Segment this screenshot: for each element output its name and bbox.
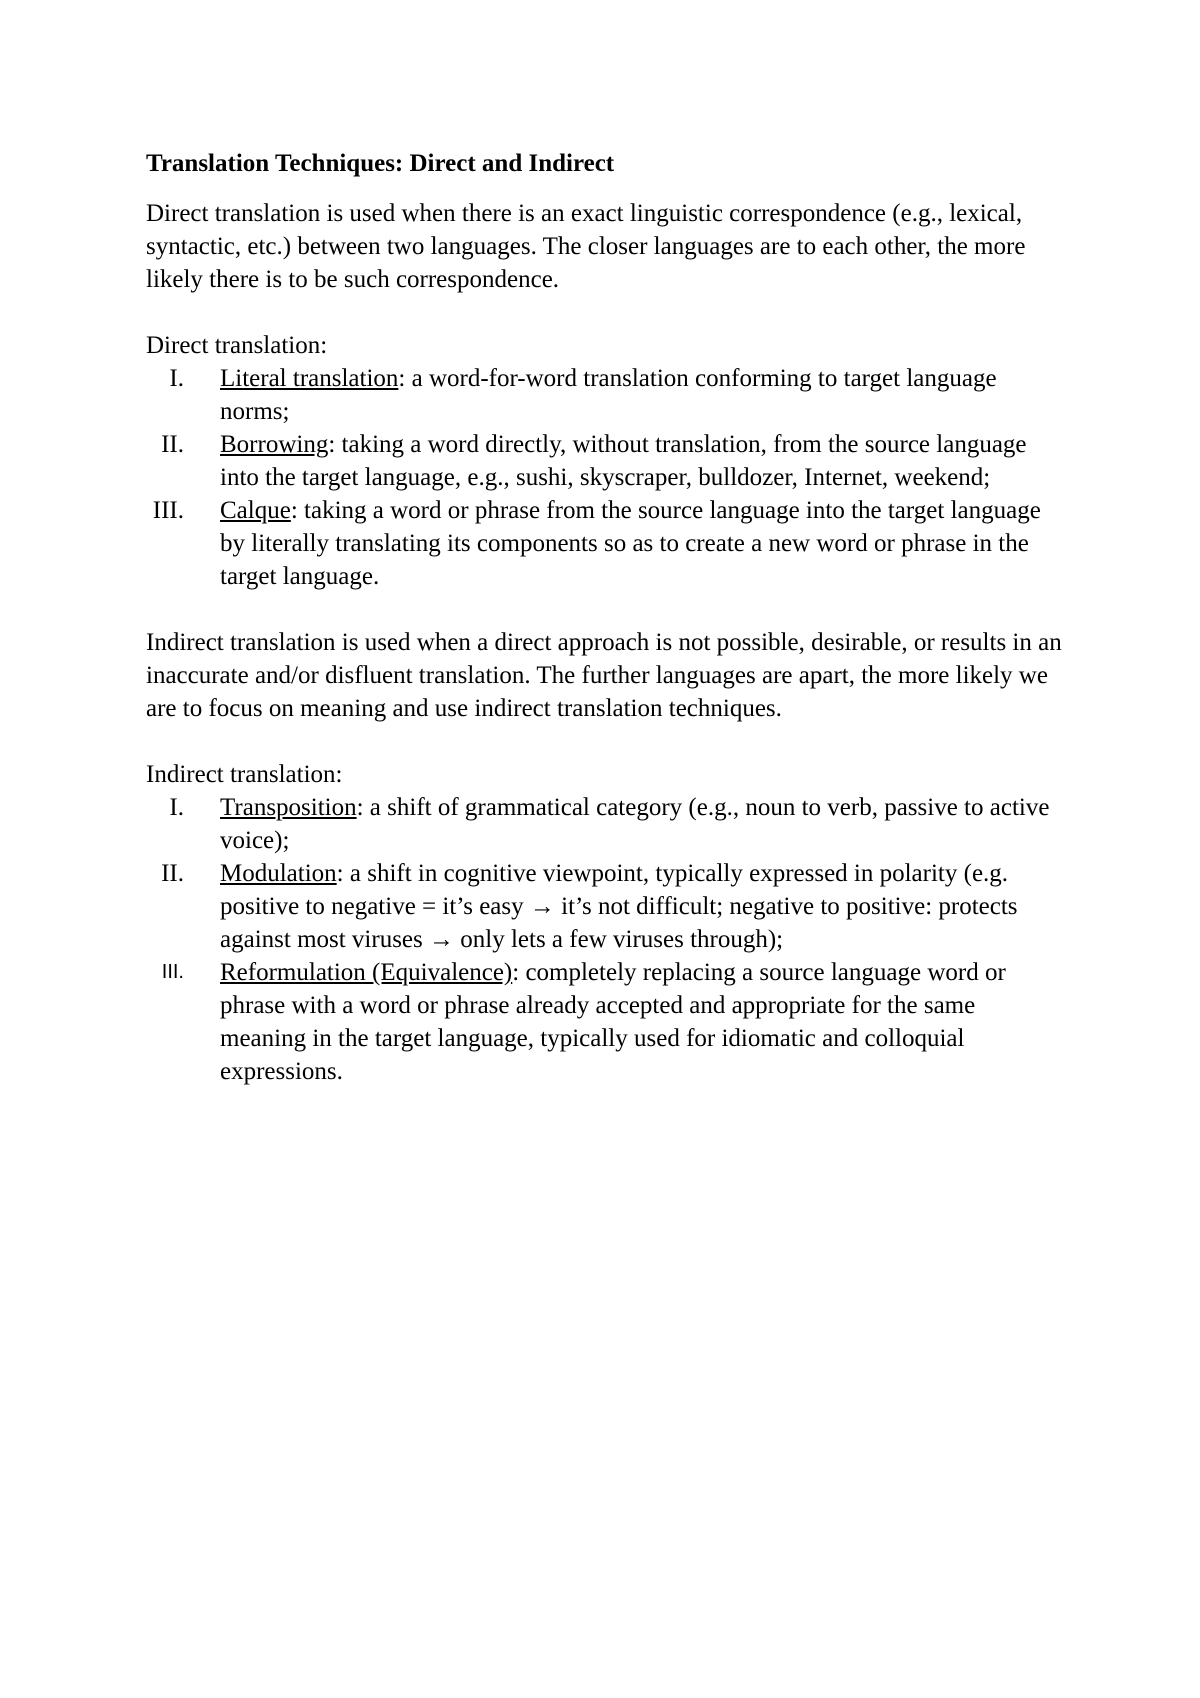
- direct-translation-list: [146, 362, 1066, 593]
- list-numeral: II.: [161, 860, 184, 887]
- list-item: [146, 362, 1066, 428]
- list-item: [146, 791, 1066, 857]
- direct-intro-paragraph: Direct translation is used when there is an exact linguistic correspondence (e.g., lexical, syntactic, etc.) between two languages. The closer languages are to each other, the more likely there is to be such correspondence.: [146, 200, 1026, 293]
- direct-translation-heading: Direct translation:: [146, 332, 328, 359]
- list-numeral: III.: [161, 961, 184, 983]
- list-item: [146, 857, 1066, 956]
- technique-term: Modulation: [220, 860, 337, 887]
- technique-term: Calque: [220, 497, 291, 524]
- list-numeral: I.: [169, 794, 184, 821]
- technique-description: : completely replacing a source language word or phrase with a word or phrase already accepted and appropriate for the same meaning in the target language, typically used for idiomatic and colloquial expressions.: [220, 959, 1006, 1085]
- technique-term: Borrowing: [220, 431, 329, 458]
- technique-term: Reformulation (Equivalence): [220, 959, 513, 986]
- list-item: [146, 956, 1066, 1088]
- technique-term: Literal translation: [220, 365, 399, 392]
- list-numeral: II.: [161, 431, 184, 458]
- list-numeral: I.: [169, 365, 184, 392]
- technique-description: : a word-for-word translation conforming to target language norms;: [220, 365, 997, 425]
- document-title: Translation Techniques: Direct and Indirect: [146, 150, 615, 177]
- indirect-intro-paragraph: Indirect translation is used when a direct approach is not possible, desirable, or results in an inaccurate and/or disfluent translation. The further languages are apart, the more likely we are to focus on meaning and use indirect translation techniques.: [146, 629, 1062, 722]
- indirect-translation-list: [146, 791, 1066, 1088]
- list-numeral: III.: [152, 497, 184, 524]
- technique-term: Transposition: [220, 794, 357, 821]
- technique-description: : taking a word directly, without translation, from the source language into the target language, e.g., sushi, skyscraper, bulldozer, Internet, weekend;: [220, 431, 1027, 491]
- indirect-translation-heading: Indirect translation:: [146, 761, 343, 788]
- technique-description: : taking a word or phrase from the source language into the target language by literally translating its components so as to create a new word or phrase in the target language.: [220, 497, 1041, 590]
- technique-description: : a shift of grammatical category (e.g., noun to verb, passive to active voice);: [220, 794, 1050, 854]
- list-item: [146, 494, 1066, 593]
- list-item: [146, 428, 1066, 494]
- document-body: [146, 147, 1066, 1121]
- technique-description: : a shift in cognitive viewpoint, typically expressed in polarity (e.g. positive to negative = it’s easy → it’s not difficult; negative to positive: protects against most viruses → only lets a few viruses through);: [220, 860, 1018, 953]
